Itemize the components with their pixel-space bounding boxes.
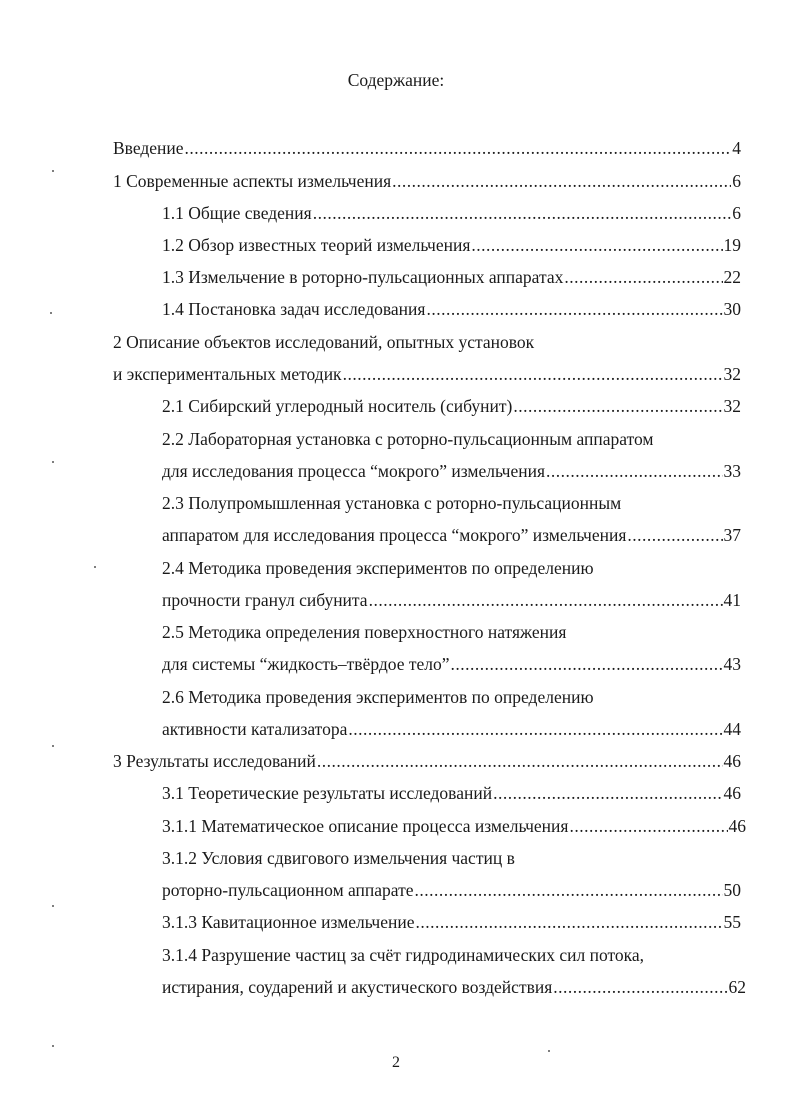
toc-entry-1-3 [162,266,741,288]
toc-entry-page: 46 [728,816,746,836]
toc-entry-3-1-2 [162,879,741,901]
toc-entry-page: 43 [723,654,741,674]
dot-leader [426,298,722,320]
toc-entry-1-2 [162,234,741,256]
toc-entry-2-5-line1: 2.5 Методика определения поверхностного натяжения [162,622,567,642]
scan-speck [50,312,52,314]
toc-entry-page: 46 [723,783,741,803]
toc-entry-3-1-4 [162,976,746,998]
dot-leader [392,170,731,192]
toc-entry-2-5 [162,653,741,675]
toc-entry-ch1 [113,170,741,192]
toc-entry-text: 3.1.1 Математическое описание процесса измельчения [162,816,569,836]
dot-leader [553,976,727,998]
toc-entry-2-3 [162,524,741,546]
toc-entry-text: 2.1 Сибирский углеродный носитель (сибунит) [162,396,513,416]
toc-entry-1-1 [162,202,741,224]
toc-entry-text: прочности гранул сибунита [162,590,368,610]
toc-entry-text: 1.4 Постановка задач исследования [162,299,426,319]
dot-leader [348,718,722,740]
toc-entry-text: аппаратом для исследования процесса “мокрого” измельчения [162,525,627,545]
toc-entry-2-4 [162,589,741,611]
toc-entry-page: 32 [723,396,741,416]
toc-entry-page: 62 [728,977,746,997]
toc-entry-text: 3 Результаты исследований [113,751,316,771]
toc-entry-3-1-4-line1: 3.1.4 Разрушение частиц за счёт гидродинамических сил потока, [162,945,645,965]
toc-entry-text: 1.3 Измельчение в роторно-пульсационных аппаратах [162,267,564,287]
toc-entry-page: 22 [723,267,741,287]
dot-leader [546,460,723,482]
toc-entry-2-3-line1: 2.3 Полупромышленная установка с роторно-пульсационным [162,493,622,513]
toc-entry-text: 1.2 Обзор известных теорий измельчения [162,235,471,255]
dot-leader [313,202,732,224]
toc-entry-text: 1.1 Общие сведения [162,203,312,223]
toc-entry-page: 33 [723,461,741,481]
page-title: Содержание: [347,70,445,90]
scan-speck [52,1045,54,1047]
toc-entry-text: и экспериментальных методик [113,364,342,384]
toc-entry-page: 41 [723,590,741,610]
dot-leader [569,815,727,837]
scan-speck [52,170,54,172]
toc-entry-page: 46 [723,751,741,771]
scan-speck [94,566,96,568]
dot-leader [451,653,723,675]
dot-leader [343,363,723,385]
toc-entry-2-2-line1: 2.2 Лабораторная установка с роторно-пульсационным аппаратом [162,429,654,449]
toc-entry-page: 50 [723,880,741,900]
toc-entry-page: 4 [732,138,741,158]
dot-leader [185,137,732,159]
scan-speck [52,745,54,747]
toc-entry-3-1-2-line1: 3.1.2 Условия сдвигового измельчения частиц в [162,848,515,868]
toc-entry-text: активности катализатора [162,719,348,739]
toc-entry-ch2 [113,363,741,385]
toc-entry-text: Введение [113,138,184,158]
toc-entry-2-6-line1: 2.6 Методика проведения экспериментов по определению [162,687,594,707]
toc-entry-2-6 [162,718,741,740]
toc-entry-page: 32 [723,364,741,384]
toc-entry-page: 30 [723,299,741,319]
scan-speck [548,1050,550,1052]
toc-entry-ch2-line1: 2 Описание объектов исследований, опытных установок [113,332,535,352]
toc-entry-page: 44 [723,719,741,739]
dot-leader [627,524,722,546]
toc-entry-text: для исследования процесса “мокрого” измельчения [162,461,545,481]
toc-entry-page: 6 [732,171,741,191]
dot-leader [369,589,723,611]
toc-entry-text: истирания, соударений и акустического воздействия [162,977,553,997]
toc-entry-page: 19 [723,235,741,255]
toc-entry-text: роторно-пульсационном аппарате [162,880,414,900]
toc-entry-page: 55 [723,912,741,932]
toc-entry-3-1-3 [162,911,741,933]
page-number: 2 [392,1054,400,1071]
toc-entry-text: для системы “жидкость–твёрдое тело” [162,654,450,674]
dot-leader [513,395,722,417]
dot-leader [471,234,722,256]
dot-leader [415,911,722,933]
toc-entry-ch3 [113,750,741,772]
scan-speck [52,461,54,463]
toc-entry-3-1-1 [162,815,746,837]
toc-entry-text: 3.1 Теоретические результаты исследований [162,783,493,803]
dot-leader [415,879,723,901]
toc-entry-page: 6 [732,203,741,223]
toc-entry-2-2 [162,460,741,482]
toc-entry-text: 3.1.3 Кавитационное измельчение [162,912,415,932]
toc-entry-2-4-line1: 2.4 Методика проведения экспериментов по определению [162,558,594,578]
dot-leader [317,750,723,772]
toc-entry-intro [113,137,741,159]
dot-leader [564,266,722,288]
toc-entry-1-4 [162,298,741,320]
toc-entry-page: 37 [723,525,741,545]
dot-leader [493,782,722,804]
scan-speck [52,905,54,907]
toc-entry-text: 1 Современные аспекты измельчения [113,171,392,191]
toc-entry-3-1 [162,782,741,804]
toc-entry-2-1 [162,395,741,417]
